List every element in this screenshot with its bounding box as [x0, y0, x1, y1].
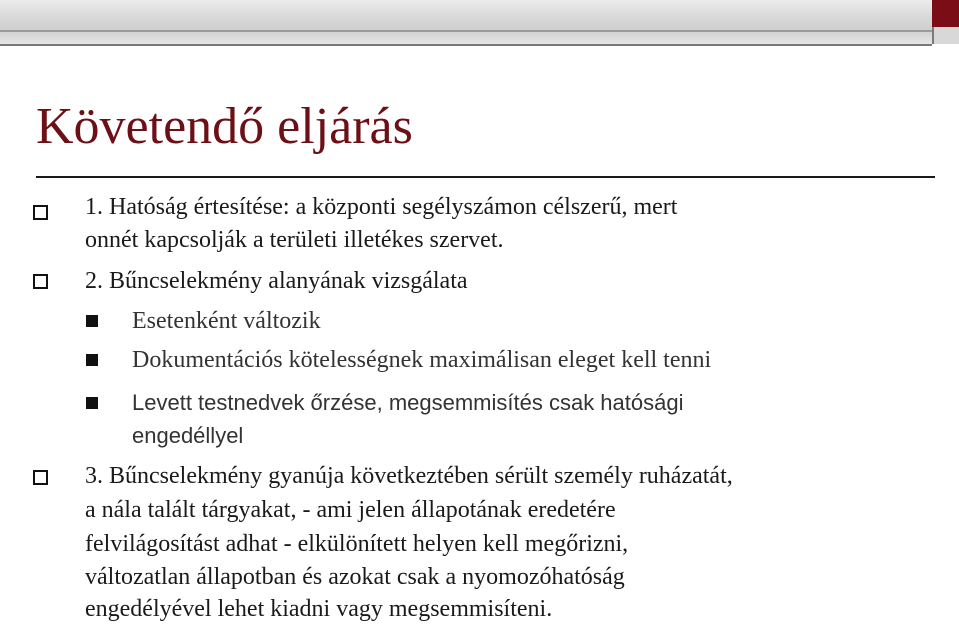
- item-1-line-2: onnét kapcsolják a területi illetékes szervet.: [85, 227, 504, 253]
- subitem-3-line-2: engedéllyel: [132, 423, 244, 448]
- hollow-square-icon: [33, 205, 48, 220]
- item-3-line-5: engedélyével lehet kiadni vagy megsemmisíteni.: [85, 596, 553, 622]
- top-bar-line: [0, 30, 932, 32]
- item-3-line-3: felvilágosítást adhat - elkülönített helyen kell megőrizni,: [85, 531, 629, 557]
- filled-square-icon: [86, 315, 98, 327]
- item-3-line-2: a nála talált tárgyakat, - ami jelen állapotának eredetére: [85, 497, 616, 523]
- top-decorative-bar: [0, 0, 932, 46]
- slide-title: Követendő eljárás: [36, 98, 413, 155]
- corner-gray-block: [932, 27, 959, 44]
- hollow-square-icon: [33, 470, 48, 485]
- title-divider: [36, 176, 935, 178]
- item-1-line-1: 1. Hatóság értesítése: a központi segélyszámon célszerű, mert: [85, 194, 678, 220]
- subitem-3-line-1: Levett testnedvek őrzése, megsemmisítés csak hatósági: [132, 390, 684, 415]
- item-2-line-1: 2. Bűncselekmény alanyának vizsgálata: [85, 268, 468, 294]
- subitem-2-line-1: Dokumentációs kötelességnek maximálisan eleget kell tenni: [132, 347, 712, 373]
- hollow-square-icon: [33, 274, 48, 289]
- subitem-1-line-1: Esetenként változik: [132, 308, 321, 334]
- item-3-line-4: változatlan állapotban és azokat csak a nyomozóhatóság: [85, 564, 625, 590]
- filled-square-icon: [86, 354, 98, 366]
- item-3-line-1: 3. Bűncselekmény gyanúja következtében sérült személy ruházatát,: [85, 463, 733, 489]
- filled-square-icon: [86, 397, 98, 409]
- corner-accent-block: [932, 0, 959, 27]
